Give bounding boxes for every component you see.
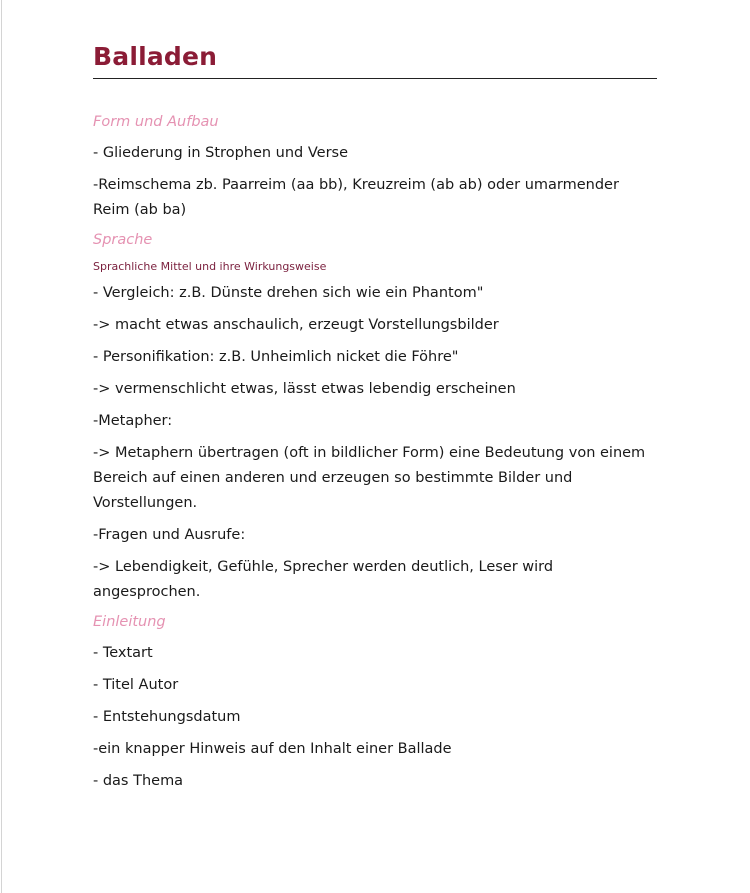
document-title: Balladen xyxy=(93,42,218,71)
paragraph: -> Metaphern übertragen (oft in bildlicher Form) eine Bedeutung von einem Bereich auf einen anderen und erzeugen so bestimmte Bilder und Vorstellungen. xyxy=(93,445,646,511)
paragraph: - Gliederung in Strophen und Verse xyxy=(93,145,349,161)
paragraph: - das Thema xyxy=(93,773,184,789)
page-edge xyxy=(1,0,2,893)
paragraph: -Metapher: xyxy=(93,413,173,429)
paragraph: -ein knapper Hinweis auf den Inhalt einer Ballade xyxy=(93,741,452,757)
title-underline xyxy=(93,78,657,79)
paragraph: -> macht etwas anschaulich, erzeugt Vorstellungsbilder xyxy=(93,317,499,333)
paragraph: -> Lebendigkeit, Gefühle, Sprecher werden deutlich, Leser wird angesprochen. xyxy=(93,559,554,600)
section-heading: Sprache xyxy=(93,232,153,248)
paragraph: - Titel Autor xyxy=(93,677,179,693)
section-subheading: Sprachliche Mittel und ihre Wirkungsweise xyxy=(93,260,327,273)
paragraph: - Entstehungsdatum xyxy=(93,709,241,725)
section-sprache xyxy=(93,230,658,605)
paragraph: - Vergleich: z.B. Dünste drehen sich wie ein Phantom" xyxy=(93,285,484,301)
document-page xyxy=(93,40,658,801)
section-heading: Form und Aufbau xyxy=(93,114,219,130)
paragraph: -Fragen und Ausrufe: xyxy=(93,527,246,543)
paragraph: - Textart xyxy=(93,645,153,661)
paragraph: -> vermenschlicht etwas, lässt etwas lebendig erscheinen xyxy=(93,381,516,397)
paragraph: -Reimschema zb. Paarreim (aa bb), Kreuzreim (ab ab) oder umarmender Reim (ab ba) xyxy=(93,177,619,218)
section-heading: Einleitung xyxy=(93,614,166,630)
section-einleitung xyxy=(93,612,658,794)
paragraph: - Personifikation: z.B. Unheimlich nicket die Föhre" xyxy=(93,349,459,365)
section-form-und-aufbau xyxy=(93,112,658,223)
